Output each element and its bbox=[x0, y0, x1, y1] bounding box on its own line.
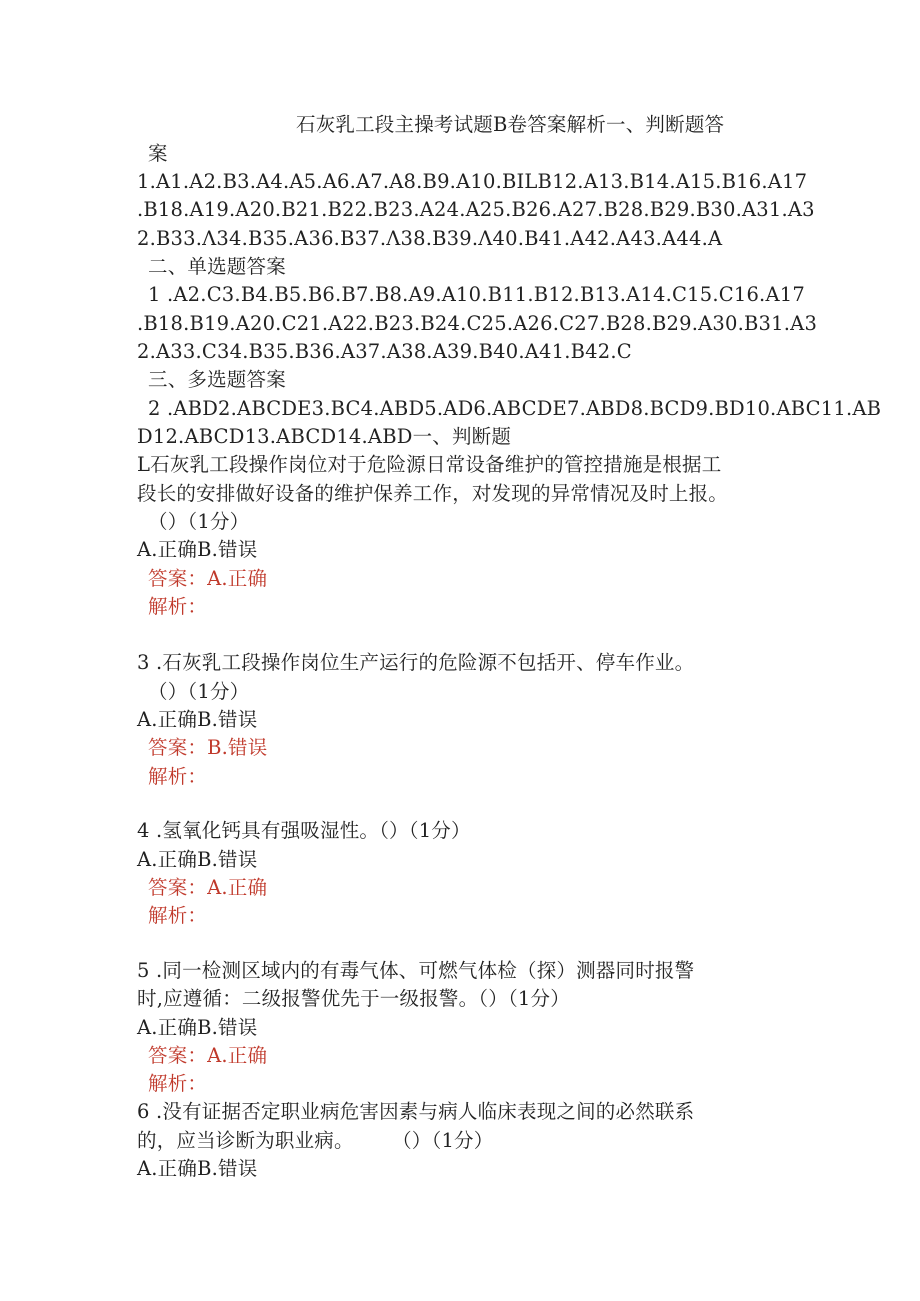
multi-answer-line-1: 2 .ABD2.ABCDE3.BC4.ABD5.AD6.ABCDE7.ABD8.BCD9.BD10.ABC11.AB bbox=[148, 397, 882, 420]
question-text: 3 .石灰乳工段操作岗位生产运行的危险源不包括开、停车作业。 bbox=[137, 651, 695, 674]
single-answer-line-3: 2.A33.C34.B35.B36.A37.A38.A39.B40.A41.B42.C bbox=[137, 340, 632, 363]
analysis-label: 解析： bbox=[148, 595, 208, 618]
question-options: A.正确B.错误 bbox=[137, 848, 258, 871]
analysis-label: 解析： bbox=[148, 904, 208, 927]
question-text: 时,应遵循：二级报警优先于一级报警。（）（1分） bbox=[137, 987, 570, 1010]
answer-text: 答案：A.正确 bbox=[148, 567, 268, 590]
question-text: L石灰乳工段操作岗位对于危险源日常设备维护的管控措施是根据工 bbox=[137, 453, 722, 476]
question-text: （）（1分） bbox=[148, 680, 250, 703]
answer-text: 答案：A.正确 bbox=[148, 876, 268, 899]
question-text: （）（1分） bbox=[148, 510, 250, 533]
question-text: 4 .氢氧化钙具有强吸湿性。（）（1分） bbox=[137, 819, 471, 842]
question-text: 段长的安排做好设备的维护保养工作，对发现的异常情况及时上报。 bbox=[137, 482, 729, 505]
analysis-label: 解析： bbox=[148, 765, 208, 788]
analysis-label: 解析： bbox=[148, 1072, 208, 1095]
judge-answer-line-1: 1.A1.A2.B3.A4.A5.A6.A7.A8.B9.A10.BILB12.A13.B14.A15.B16.A17 bbox=[137, 170, 808, 193]
question-text: 5 .同一检测区域内的有毒气体、可燃气体检（探）测器同时报警 bbox=[137, 959, 695, 982]
question-options: A.正确B.错误 bbox=[137, 708, 258, 731]
answer-text: 答案：A.正确 bbox=[148, 1044, 268, 1067]
single-choice-heading: 二、单选题答案 bbox=[148, 255, 286, 278]
question-options: A.正确B.错误 bbox=[137, 1157, 258, 1180]
judge-answer-line-2: .B18.A19.A20.B21.B22.B23.A24.A25.B26.A27.B28.B29.B30.A31.A3 bbox=[137, 198, 815, 221]
question-options: A.正确B.错误 bbox=[137, 1016, 258, 1039]
single-answer-line-1: 1 .A2.C3.B4.B5.B6.B7.B8.A9.A10.B11.B12.B13.A14.C15.C16.A17 bbox=[148, 283, 805, 306]
multi-answer-line-2: D12.ABCD13.ABCD14.ABD一、判断题 bbox=[137, 425, 512, 448]
judge-answer-line-3: 2.B33.Λ34.B35.A36.B37.Λ38.B39.Λ40.B41.A42.A43.A44.A bbox=[137, 227, 723, 250]
question-text: 6 .没有证据否定职业病危害因素与病人临床表现之间的必然联系 bbox=[137, 1100, 695, 1123]
page-title-line-1: 石灰乳工段主操考试题B卷答案解析一、判断题答 bbox=[296, 113, 725, 136]
multi-choice-heading: 三、多选题答案 bbox=[148, 368, 286, 391]
answer-text: 答案：B.错误 bbox=[148, 736, 268, 759]
question-options: A.正确B.错误 bbox=[137, 538, 258, 561]
page-title-line-2: 案 bbox=[148, 142, 168, 165]
single-answer-line-2: .B18.B19.A20.C21.A22.B23.B24.C25.A26.C27.B28.B29.A30.B31.A3 bbox=[137, 312, 818, 335]
question-text: 的，应当诊断为职业病。 （）（1分） bbox=[137, 1129, 494, 1152]
